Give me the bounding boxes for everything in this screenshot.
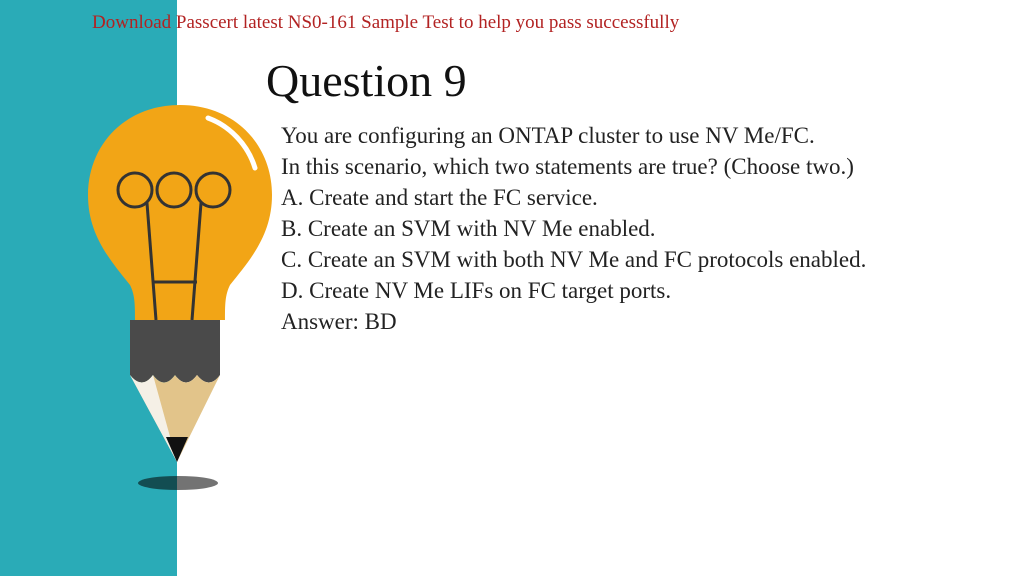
answer-line: Answer: BD (281, 309, 397, 334)
option-b: B. Create an SVM with NV Me enabled. (281, 216, 656, 241)
option-d: D. Create NV Me LIFs on FC target ports. (281, 278, 672, 303)
option-a: A. Create and start the FC service. (281, 185, 598, 210)
question-line: In this scenario, which two statements are true? (Choose two.) (281, 154, 854, 179)
question-line: You are configuring an ONTAP cluster to use NV Me/FC. (281, 123, 815, 148)
lightbulb-pencil-icon (80, 100, 280, 500)
option-c: C. Create an SVM with both NV Me and FC protocols enabled. (281, 247, 867, 272)
download-banner-text: Download Passcert latest NS0-161 Sample Test to help you pass successfully (92, 12, 680, 33)
question-body (281, 120, 866, 337)
question-title: Question 9 (266, 55, 467, 106)
